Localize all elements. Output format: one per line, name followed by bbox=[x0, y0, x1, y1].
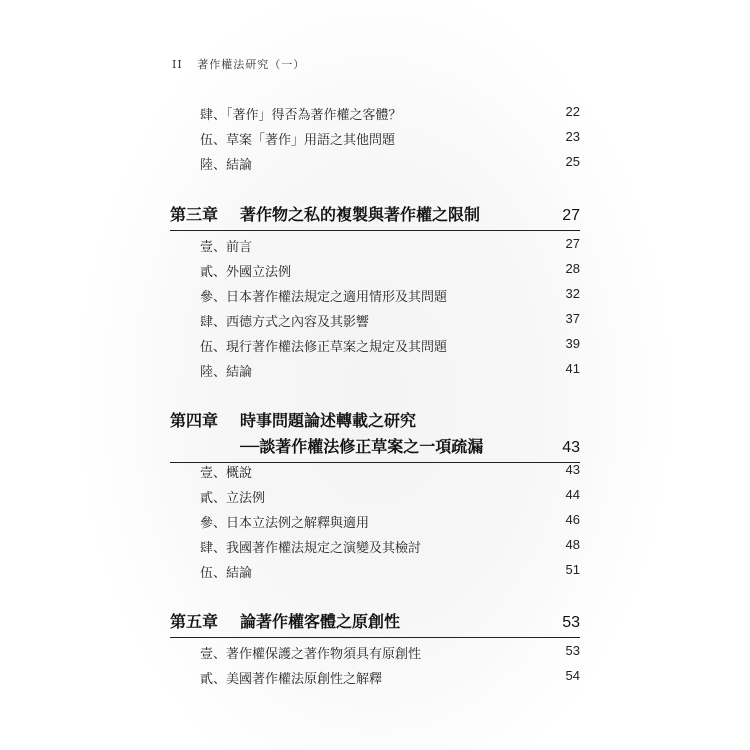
toc-entry-label: 肆、我國著作權法規定之演變及其檢討 bbox=[200, 541, 422, 556]
toc-entry-page: 41 bbox=[565, 361, 580, 376]
toc-entry-label: 壹、概說 bbox=[200, 466, 253, 481]
toc-entry-page: 43 bbox=[565, 462, 580, 477]
toc-entry[interactable] bbox=[200, 154, 580, 173]
toc-entry-label: 伍、草案「著作」用語之其他問題 bbox=[200, 133, 396, 148]
toc-entry[interactable] bbox=[200, 104, 580, 123]
toc-entry-page: 51 bbox=[565, 562, 580, 577]
toc-entry-label: 壹、前言 bbox=[200, 240, 253, 255]
toc-entry-label: 參、日本著作權法規定之適用情形及其問題 bbox=[200, 290, 448, 305]
toc-entry-page: 37 bbox=[565, 311, 580, 326]
chapter-subtitle: ──談著作權法修正草案之一項疏漏 bbox=[240, 437, 484, 456]
chapter-title: 著作物之私的複製與著作權之限制 bbox=[240, 205, 481, 224]
toc-entry-page: 44 bbox=[565, 487, 580, 502]
toc-entry[interactable] bbox=[200, 236, 580, 255]
toc-entry-page: 28 bbox=[565, 261, 580, 276]
chapter-title: 論著作權客體之原創性 bbox=[240, 612, 401, 631]
toc-entry-label: 伍、現行著作權法修正草案之規定及其問題 bbox=[200, 340, 448, 355]
toc-entry[interactable] bbox=[200, 562, 580, 581]
toc-entry-label: 陸、結論 bbox=[200, 158, 253, 173]
chapter-number: 第四章 bbox=[170, 411, 219, 430]
toc-entry-label: 貳、美國著作權法原創性之解釋 bbox=[200, 672, 383, 687]
toc-entry-page: 54 bbox=[565, 668, 580, 683]
toc-entry[interactable] bbox=[200, 668, 580, 687]
chapter-number: 第五章 bbox=[170, 612, 219, 631]
toc-entry-label: 壹、著作權保護之著作物須具有原創性 bbox=[200, 647, 422, 662]
toc-entry-page: 25 bbox=[565, 154, 580, 169]
toc-entry-label: 參、日本立法例之解釋與適用 bbox=[200, 516, 370, 531]
toc-entry[interactable] bbox=[200, 512, 580, 531]
toc-entry-label: 肆、西德方式之內容及其影響 bbox=[200, 315, 370, 330]
toc-entry[interactable] bbox=[200, 261, 580, 280]
chapter-page: 53 bbox=[562, 614, 580, 631]
toc-entry[interactable] bbox=[200, 487, 580, 506]
toc-entry-page: 53 bbox=[565, 643, 580, 658]
toc-entry[interactable] bbox=[200, 462, 580, 481]
toc-entry-label: 陸、結論 bbox=[200, 365, 253, 380]
toc-entry-label: 貳、外國立法例 bbox=[200, 265, 292, 280]
toc-entry-label: 伍、結論 bbox=[200, 566, 253, 581]
toc-entry-page: 48 bbox=[565, 537, 580, 552]
toc-entry[interactable] bbox=[200, 643, 580, 662]
toc-entry[interactable] bbox=[200, 286, 580, 305]
toc-entry[interactable] bbox=[200, 311, 580, 330]
chapter-page: 27 bbox=[562, 207, 580, 224]
chapter-heading-5[interactable] bbox=[170, 609, 580, 638]
toc-entry[interactable] bbox=[200, 129, 580, 148]
chapter-page: 43 bbox=[562, 439, 580, 456]
toc-entry-page: 22 bbox=[565, 104, 580, 119]
toc-entry-page: 32 bbox=[565, 286, 580, 301]
toc-entry-label: 肆、「著作」得否為著作權之客體？ bbox=[200, 108, 402, 123]
toc-entry-page: 39 bbox=[565, 336, 580, 351]
chapter-title: 時事問題論述轉載之研究 bbox=[240, 411, 417, 430]
chapter-heading-3[interactable] bbox=[170, 202, 580, 231]
book-title: 著作權法研究（一） bbox=[197, 58, 306, 71]
toc-entry-label: 貳、立法例 bbox=[200, 491, 266, 506]
toc-entry-page: 27 bbox=[565, 236, 580, 251]
chapter-heading-4[interactable] bbox=[170, 408, 580, 463]
toc-entry[interactable] bbox=[200, 537, 580, 556]
toc-entry[interactable] bbox=[200, 361, 580, 380]
page-number-roman: II bbox=[172, 58, 183, 71]
running-header bbox=[172, 56, 305, 72]
toc-entry-page: 46 bbox=[565, 512, 580, 527]
toc-entry-page: 23 bbox=[565, 129, 580, 144]
toc-entry[interactable] bbox=[200, 336, 580, 355]
chapter-number: 第三章 bbox=[170, 205, 219, 224]
